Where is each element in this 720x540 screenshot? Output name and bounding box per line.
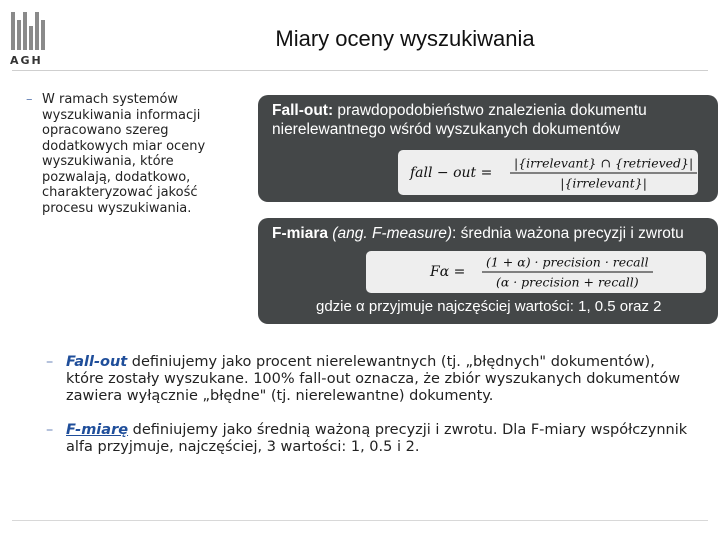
- bullet-dash: –: [26, 92, 33, 107]
- bullet-dash: –: [46, 422, 54, 438]
- fmeasure-definition: definiujemy jako średnią ważoną precyzji i zwrotu. Dla F-miary współczynnik alfa przyjmuje, najczęściej, 3 wartości: 1, 0.5 i 2.: [66, 422, 688, 455]
- fmeasure-numerator: (1 + α) · precision · recall: [482, 255, 653, 273]
- fmeasure-heading: [272, 224, 708, 243]
- fmeasure-term: F-miara: [272, 225, 328, 242]
- fallout-formula-lhs: fall − out =: [410, 164, 493, 181]
- fallout-definition: definiujemy jako procent nierelewantnych (tj. „błędnych" dokumentów), które zostały wyszukane. 100% fall-out oznacza, że zbiór wyszukanych dokumentów zawiera wyłącznie „błędne" (tj. nierelewantne) dokumenty.: [66, 354, 681, 404]
- title-divider: [12, 70, 708, 71]
- fmeasure-footer: gdzie α przyjmuje najczęściej wartości: 1, 0.5 oraz 2: [316, 298, 662, 315]
- fmeasure-denominator: (α · precision + recall): [495, 274, 639, 290]
- fmeasure-formula-lhs: Fα =: [430, 264, 466, 280]
- list-item-fmeasure: [46, 422, 696, 456]
- footer-divider: [12, 520, 708, 521]
- fallout-term: Fall-out:: [272, 102, 334, 119]
- fallout-heading: [272, 101, 708, 139]
- fmeasure-fraction: [482, 255, 653, 290]
- intro-text: W ramach systemów wyszukiwania informacji opracowano szereg dodatkowych miar oceny wyszukiwania, które pozwalają, dodatkowo, charakteryzować jakość procesu wyszukiwania.: [42, 92, 206, 216]
- list-item-fallout: [46, 354, 696, 405]
- fmeasure-description: : średnia ważona precyzji i zwrotu: [452, 225, 684, 242]
- fmeasure-term-en: (ang. F-measure): [328, 225, 453, 242]
- page-title: Miary oceny wyszukiwania: [275, 26, 535, 51]
- fallout-fraction: [510, 155, 697, 190]
- fmeasure-term-inline: F-miarę: [66, 422, 129, 438]
- fallout-term-inline: Fall-out: [66, 354, 128, 370]
- bullet-dash: –: [46, 354, 54, 370]
- fallout-numerator: |{irrelevant} ∩ {retrieved}|: [510, 155, 697, 173]
- logo-text: AGH: [10, 54, 43, 67]
- fallout-description: prawdopodobieństwo znalezienia dokumentu nierelewantnego wśród wyszukanych dokumentów: [272, 102, 647, 138]
- intro-bullet: [26, 92, 236, 216]
- fmeasure-formula: [366, 251, 706, 293]
- fmeasure-panel: [258, 218, 718, 324]
- fallout-formula: [398, 150, 698, 195]
- fallout-panel: [258, 95, 718, 202]
- fallout-denominator: |{irrelevant}|: [560, 175, 647, 190]
- definitions-list: [46, 354, 696, 473]
